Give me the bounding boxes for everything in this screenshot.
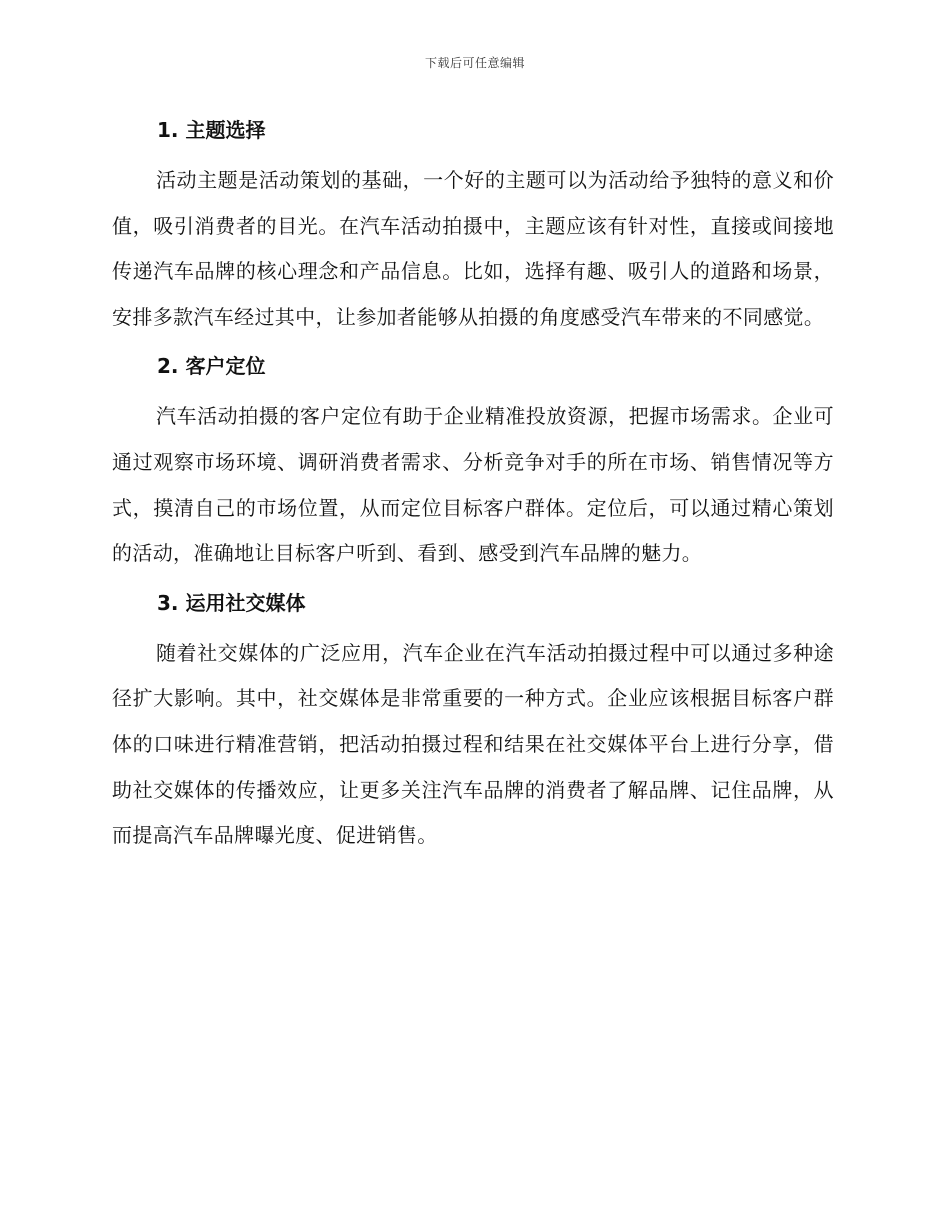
section-paragraph: 汽车活动拍摄的客户定位有助于企业精准投放资源，把握市场需求。企业可通过观察市场环境、调研消费者需求、分析竞争对手的所在市场、销售情况等方式，摸清自己的市场位置，从而定位目标客户群体。定位后，可以通过精心策划的活动，准确地让目标客户听到、看到、感受到汽车品牌的魅力。 (112, 404, 834, 566)
section-social-media (112, 583, 834, 859)
section-customer-positioning (112, 346, 834, 576)
page-header: 下载后可任意编辑 (424, 56, 525, 70)
section-theme-selection (112, 110, 834, 340)
section-paragraph: 活动主题是活动策划的基础，一个好的主题可以为活动给予独特的意义和价值，吸引消费者的目光。在汽车活动拍摄中，主题应该有针对性，直接或间接地传递汽车品牌的核心理念和产品信息。比如，选择有趣、吸引人的道路和场景，安排多款汽车经过其中，让参加者能够从拍摄的角度感受汽车带来的不同感觉。 (112, 168, 834, 329)
section-paragraph: 随着社交媒体的广泛应用，汽车企业在汽车活动拍摄过程中可以通过多种途径扩大影响。其中，社交媒体是非常重要的一种方式。企业应该根据目标客户群体的口味进行精准营销，把活动拍摄过程和结果在社交媒体平台上进行分享，借助社交媒体的传播效应，让更多关注汽车品牌的消费者了解品牌、记住品牌，从而提高汽车品牌曝光度、促进销售。 (112, 640, 834, 848)
section-heading: 3. 运用社交媒体 (157, 590, 306, 615)
section-heading: 2. 客户定位 (157, 354, 266, 379)
section-heading: 1. 主题选择 (157, 118, 266, 142)
document-body (112, 110, 834, 865)
